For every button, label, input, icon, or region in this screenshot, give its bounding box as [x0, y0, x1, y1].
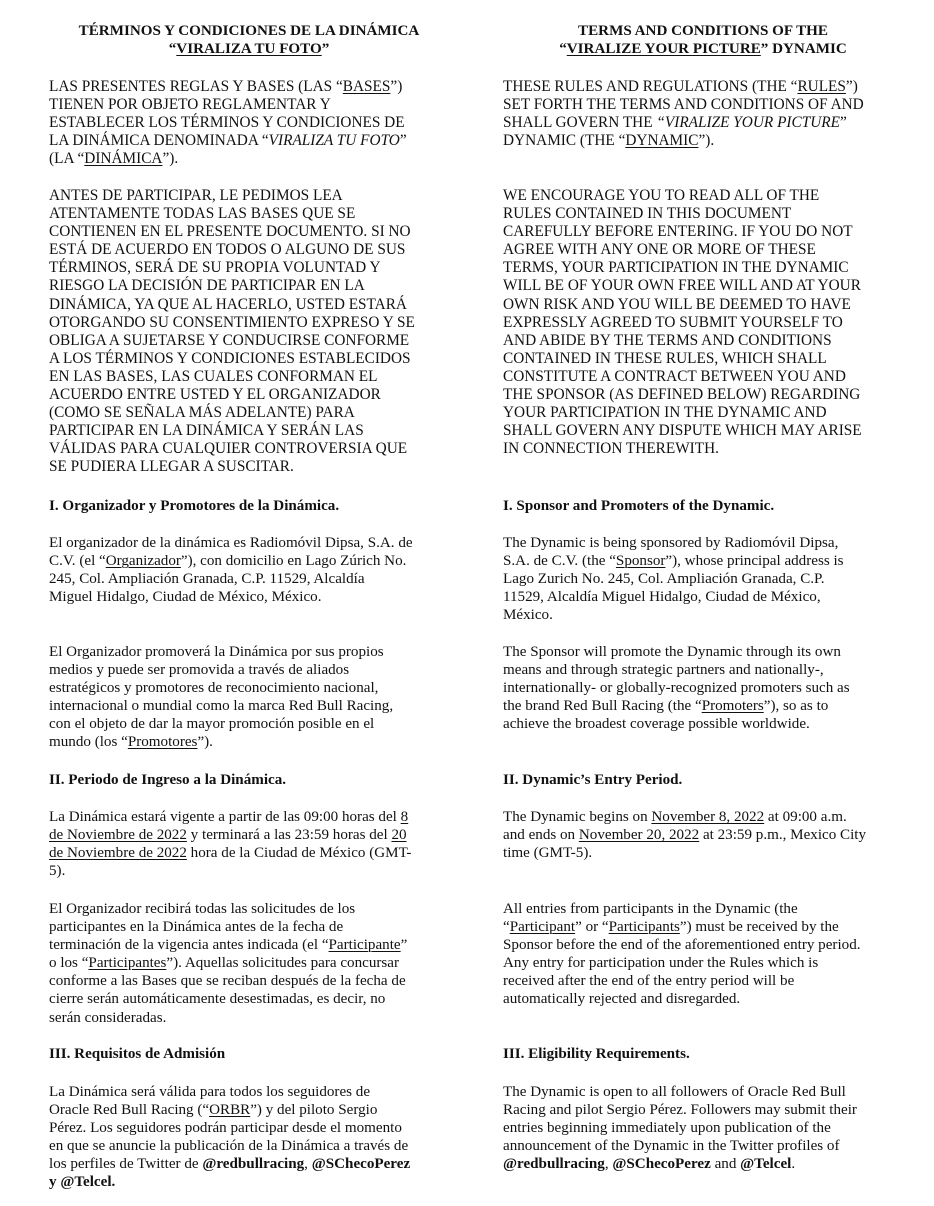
text-line — [49, 241, 449, 259]
text-line — [503, 241, 903, 259]
text-segment: Oracle Red Bull Racing (“ — [49, 1102, 210, 1119]
defined-term: 8 — [400, 809, 409, 825]
text-segment: AND ABIDE BY THE TERMS AND CONDITIONS — [503, 331, 832, 349]
text-segment: automatically rejected and disregarded. — [503, 991, 741, 1008]
defined-term: Promotores — [127, 734, 198, 751]
text-line — [49, 990, 449, 1008]
text-segment: entries beginning immediately upon publication of the — [503, 1120, 831, 1137]
defined-term: Participants — [608, 919, 680, 936]
text-segment: means and through strategic partners and nationally-, — [503, 662, 824, 679]
text-line — [49, 259, 449, 277]
english-section3-heading: III. Eligibility Requirements. — [503, 1046, 690, 1062]
defined-term: RULES — [797, 78, 846, 95]
text-segment: estratégicos y promotores de reconocimiento nacional, — [49, 680, 379, 697]
text-segment: WE ENCOURAGE YOU TO READ ALL OF THE — [503, 187, 820, 204]
text-line — [49, 314, 449, 332]
english-title — [503, 22, 903, 58]
text-line — [503, 844, 903, 862]
text-segment: ANTES DE PARTICIPAR, LE PEDIMOS LEA — [49, 187, 343, 204]
text-segment: A LOS TÉRMINOS Y CONDICIONES ESTABLECIDOS — [49, 349, 411, 367]
text-segment: EXPRESSLY AGREED TO SUBMIT YOURSELF TO — [503, 313, 843, 331]
text-line — [49, 368, 449, 386]
text-segment: en que se anuncie la publicación de la Dinámica a través de — [49, 1138, 409, 1155]
text-segment: and — [710, 1156, 741, 1173]
text-line — [49, 205, 449, 223]
text-line — [503, 114, 903, 132]
text-line — [49, 350, 449, 368]
defined-term: de Noviembre de 2022 — [49, 845, 187, 862]
text-segment: C.V. (el “ — [49, 553, 106, 570]
text-line — [503, 954, 903, 972]
text-line — [503, 918, 903, 936]
defined-term: Organizador — [105, 553, 181, 570]
text-segment: OTORGANDO SU CONSENTIMIENTO EXPRESO Y SE — [49, 313, 415, 331]
text-segment: TÉRMINOS, SERÁ DE SU PROPIA VOLUNTAD Y — [49, 259, 381, 277]
spanish-section3-heading: III. Requisitos de Admisión — [49, 1046, 226, 1062]
defined-term: DINÁMICA — [84, 150, 163, 168]
text-line — [49, 900, 449, 918]
text-segment: LA DINÁMICA DENOMINADA “ — [49, 132, 269, 150]
text-segment: 245, Col. Ampliación Granada, C.P. 11529, Alcaldía — [49, 571, 365, 588]
italic-text: “VIRALIZE YOUR PICTURE — [656, 114, 840, 132]
text-segment: ACUERDO ENTRE USTED Y EL ORGANIZADOR — [49, 386, 381, 404]
text-segment: cierre serán automáticamente desestimadas, es decir, no — [49, 991, 386, 1008]
text-segment: CAREFULLY BEFORE ENTERING. IF YOU DO NOT — [503, 223, 853, 241]
text-line — [503, 936, 903, 954]
text-line — [503, 350, 903, 368]
text-segment: Any entry for participation under the Rules which is — [503, 955, 819, 972]
bold-text: y @Telcel. — [49, 1174, 116, 1191]
defined-term: Participantes — [88, 955, 167, 972]
text-segment: IN CONNECTION THEREWITH. — [503, 440, 719, 458]
text-line — [49, 422, 449, 440]
text-line — [503, 1137, 903, 1155]
text-line — [503, 277, 903, 295]
text-segment: “ — [503, 919, 510, 936]
italic-text: VIRALIZA TU FOTO — [268, 132, 400, 150]
text-segment: con el objeto de dar la mayor promoción posible en el — [49, 716, 375, 733]
text-segment: 11529, Alcaldía Miguel Hidalgo, Ciudad de México, — [503, 589, 821, 606]
text-line — [49, 862, 449, 880]
text-line — [503, 534, 903, 552]
text-line — [49, 534, 449, 552]
english-section2-paragraph2 — [503, 900, 903, 1009]
text-line — [503, 205, 903, 223]
bold-text: @redbullracing — [503, 1156, 605, 1173]
english-warning-paragraph — [503, 187, 903, 458]
text-line — [49, 96, 449, 114]
text-segment: CONTAINED IN THESE RULES, WHICH SHALL — [503, 349, 827, 367]
text-segment: RULES CONTAINED IN THIS DOCUMENT — [503, 205, 792, 223]
text-segment: conforme a las Bases que se reciban después de la fecha de — [49, 973, 406, 990]
spanish-section1-heading: I. Organizador y Promotores de la Dinámica. — [49, 498, 340, 514]
text-segment: CONSTITUTE A CONTRACT BETWEEN YOU AND — [503, 367, 846, 385]
text-segment: ESTABLECER LOS TÉRMINOS Y CONDICIONES DE — [49, 114, 405, 132]
text-line — [503, 187, 903, 205]
text-line — [503, 552, 903, 570]
text-segment: time (GMT-5). — [503, 845, 593, 862]
text-segment: RIESGO LA DECISIÓN DE PARTICIPAR EN LA — [49, 277, 365, 295]
text-segment: DYNAMIC (THE “ — [503, 132, 626, 150]
text-segment: La Dinámica será válida para todos los seguidores de — [49, 1084, 371, 1100]
text-line — [503, 588, 903, 606]
defined-term: Promoters — [701, 698, 764, 715]
text-segment: ATENTAMENTE TODAS LAS BASES QUE SE — [49, 205, 356, 223]
text-segment: Sponsor before the end of the aforementioned entry period. — [503, 937, 861, 954]
text-segment: ” — [321, 41, 330, 58]
text-line — [49, 661, 449, 679]
text-segment: The Sponsor will promote the Dynamic through its own — [503, 644, 841, 660]
text-segment: El Organizador recibirá todas las solicitudes de los — [49, 901, 356, 917]
text-line — [503, 40, 903, 58]
english-section2-paragraph1 — [503, 808, 903, 862]
text-line — [503, 422, 903, 440]
text-segment: mundo (los “ — [49, 734, 128, 751]
text-line — [49, 1083, 449, 1101]
text-segment: , — [304, 1156, 312, 1173]
text-segment: ”) must be received by the — [679, 919, 839, 936]
text-line — [49, 1173, 449, 1191]
text-segment: 5). — [49, 863, 66, 880]
text-segment: ” or “ — [575, 919, 609, 936]
defined-term: Participante — [328, 937, 401, 954]
text-line — [503, 368, 903, 386]
text-segment: The Dynamic begins on — [503, 809, 652, 825]
text-segment: ”). — [197, 734, 213, 751]
text-segment: internacional o mundial como la marca Red Bull Racing, — [49, 698, 394, 715]
text-line — [503, 259, 903, 277]
text-line — [49, 552, 449, 570]
text-segment: achieve the broadest coverage possible worldwide. — [503, 716, 810, 733]
text-segment: TÉRMINOS Y CONDICIONES DE LA DINÁMICA — [78, 23, 420, 39]
text-line — [49, 132, 449, 150]
text-segment: ESTÁ DE ACUERDO EN TODOS O ALGUNO DE SUS — [49, 241, 406, 259]
text-line — [49, 808, 449, 826]
text-segment: THESE RULES AND REGULATIONS (THE “ — [503, 78, 798, 95]
text-line — [49, 570, 449, 588]
text-segment: SET FORTH THE TERMS AND CONDITIONS OF AND — [503, 96, 864, 114]
text-line — [49, 277, 449, 295]
text-segment: TERMS AND CONDITIONS OF THE — [578, 23, 828, 39]
text-segment: SHALL GOVERN ANY DISPUTE WHICH MAY ARISE — [503, 422, 862, 440]
text-line — [503, 96, 903, 114]
text-segment: announcement of the Dynamic in the Twitter profiles of — [503, 1138, 840, 1155]
text-line — [49, 643, 449, 661]
text-line — [49, 679, 449, 697]
text-segment: TERMS, YOUR PARTICIPATION IN THE DYNAMIC — [503, 259, 849, 277]
text-line — [49, 114, 449, 132]
text-line — [503, 223, 903, 241]
text-line — [49, 1101, 449, 1119]
text-line — [49, 733, 449, 751]
text-line — [49, 404, 449, 422]
text-line — [503, 972, 903, 990]
text-segment: received after the end of the entry period will be — [503, 973, 795, 990]
text-line — [49, 918, 449, 936]
text-line — [503, 661, 903, 679]
text-segment: S.A. de C.V. (the “ — [503, 553, 616, 570]
text-line — [503, 22, 903, 40]
text-segment: AGREE WITH ANY ONE OR MORE OF THESE — [503, 241, 816, 259]
text-line — [49, 458, 449, 476]
text-segment: Miguel Hidalgo, Ciudad de México, México. — [49, 589, 322, 606]
english-section1-paragraph1 — [503, 534, 903, 624]
text-line — [503, 132, 903, 150]
text-segment: EN LAS BASES, LAS CUALES CONFORMAN EL — [49, 367, 378, 385]
text-line — [49, 1155, 449, 1173]
text-segment: , — [604, 1156, 613, 1173]
text-segment: Lago Zurich No. 245, Col. Ampliación Granada, C.P. — [503, 571, 825, 588]
text-line — [503, 1119, 903, 1137]
text-segment: El Organizador promoverá la Dinámica por sus propios — [49, 644, 384, 660]
english-intro-paragraph — [503, 78, 903, 150]
text-segment: OBLIGA A SUJETARSE Y CONDUCIRSE CONFORME — [49, 331, 410, 349]
text-line — [49, 296, 449, 314]
spanish-section2-paragraph1 — [49, 808, 449, 880]
text-line — [49, 588, 449, 606]
text-segment: OWN RISK AND YOU WILL BE DEEMED TO HAVE — [503, 295, 851, 313]
text-line — [503, 679, 903, 697]
text-segment: VÁLIDAS PARA CUALQUIER CONTROVERSIA QUE — [49, 440, 408, 458]
spanish-section1-paragraph1 — [49, 534, 449, 606]
text-segment: hora de la Ciudad de México (GMT- — [186, 845, 412, 862]
bold-text: @SChecoPerez — [612, 1156, 711, 1173]
text-line — [49, 954, 449, 972]
defined-term: VIRALIZA TU FOTO — [176, 41, 322, 58]
text-line — [503, 808, 903, 826]
text-segment: WILL BE OF YOUR OWN FREE WILL AND AT YOUR — [503, 277, 861, 295]
spanish-section2-heading: II. Periodo de Ingreso a la Dinámica. — [49, 772, 287, 788]
text-segment: ” — [399, 132, 407, 150]
text-line — [503, 386, 903, 404]
text-segment: ”), con domicilio en Lago Zúrich No. — [180, 553, 407, 570]
text-segment: Pérez. Los seguidores podrán participar desde el momento — [49, 1120, 402, 1137]
english-section1-heading: I. Sponsor and Promoters of the Dynamic. — [503, 498, 775, 514]
text-segment: “ — [559, 41, 567, 58]
text-line — [503, 643, 903, 661]
text-segment: The Dynamic is being sponsored by Radiomóvil Dipsa, — [503, 535, 839, 551]
text-segment: serán consideradas. — [49, 1009, 167, 1026]
text-segment: México. — [503, 607, 553, 624]
text-segment: ”) — [390, 78, 403, 95]
text-segment: ”). — [698, 132, 715, 150]
text-segment: internationally- or globally-recognized promoters such as — [503, 680, 850, 697]
text-segment: LAS PRESENTES REGLAS Y BASES (LAS “ — [49, 78, 343, 95]
text-segment: ” DYNAMIC — [760, 41, 847, 58]
text-segment: PARTICIPAR EN LA DINÁMICA Y SERÁN LAS — [49, 422, 364, 440]
text-line — [503, 606, 903, 624]
defined-term: BASES — [342, 78, 391, 95]
spanish-intro-paragraph — [49, 78, 449, 168]
text-line — [503, 1155, 903, 1173]
text-segment: medios y puede ser promovida a través de aliados — [49, 662, 350, 679]
text-segment: Racing and pilot Sergio Pérez. Followers may submit their — [503, 1102, 857, 1119]
defined-term: November 20, 2022 — [578, 827, 700, 844]
defined-term: ORBR — [209, 1102, 251, 1119]
text-segment: ” — [839, 114, 847, 132]
text-segment: y terminará a las 23:59 horas del — [186, 827, 392, 844]
defined-term: de Noviembre de 2022 — [49, 827, 187, 844]
bold-text: @redbullracing — [202, 1156, 305, 1173]
text-line — [503, 440, 903, 458]
text-segment: La Dinámica estará vigente a partir de las 09:00 horas del — [49, 809, 401, 825]
text-line — [49, 1137, 449, 1155]
text-segment: THE SPONSOR (AS DEFINED BELOW) REGARDING — [503, 386, 861, 404]
bold-text: @SChecoPerez — [311, 1156, 411, 1173]
text-line — [503, 1101, 903, 1119]
text-line — [49, 826, 449, 844]
text-line — [503, 826, 903, 844]
text-line — [49, 78, 449, 96]
text-line — [49, 150, 449, 168]
spanish-title — [49, 22, 449, 58]
text-line — [503, 990, 903, 1008]
text-line — [49, 715, 449, 733]
text-segment: ”), whose principal address is — [665, 553, 844, 570]
text-line — [49, 936, 449, 954]
defined-term: DYNAMIC — [625, 132, 699, 150]
text-segment: ”). Aquellas solicitudes para concursar — [166, 955, 400, 972]
text-line — [49, 386, 449, 404]
defined-term: November 8, 2022 — [651, 809, 765, 825]
text-segment: ” — [400, 937, 408, 954]
spanish-section2-paragraph2 — [49, 900, 449, 1027]
text-line — [49, 697, 449, 715]
text-segment: ”) y del piloto Sergio — [250, 1102, 378, 1119]
text-segment: ”), so as to — [763, 698, 829, 715]
defined-term: Participant — [509, 919, 576, 936]
text-segment: participantes en la Dinámica antes de la fecha de — [49, 919, 344, 936]
text-segment: the brand Red Bull Racing (the “ — [503, 698, 702, 715]
bold-text: @Telcel — [740, 1156, 792, 1173]
text-line — [49, 40, 449, 58]
text-segment: ”). — [162, 150, 179, 168]
text-segment: . — [791, 1156, 796, 1173]
text-segment: and ends on — [503, 827, 579, 844]
text-segment: (COMO SE SEÑALA MÁS ADELANTE) PARA — [49, 404, 355, 422]
text-line — [49, 1009, 449, 1027]
english-section2-heading: II. Dynamic’s Entry Period. — [503, 772, 683, 788]
english-section3-paragraph1 — [503, 1083, 903, 1173]
text-segment: El organizador de la dinámica es Radiomóvil Dipsa, S.A. de — [49, 535, 413, 551]
spanish-warning-paragraph — [49, 187, 449, 477]
text-line — [503, 900, 903, 918]
text-segment: All entries from participants in the Dynamic (the — [503, 901, 798, 917]
text-segment: at 09:00 a.m. — [764, 809, 847, 825]
text-segment: o los “ — [49, 955, 89, 972]
text-line — [49, 187, 449, 205]
defined-term: Sponsor — [615, 553, 666, 570]
text-line — [503, 296, 903, 314]
defined-term: 20 — [391, 827, 407, 844]
spanish-section3-paragraph1 — [49, 1083, 449, 1192]
text-line — [49, 440, 449, 458]
text-line — [503, 570, 903, 588]
defined-term: VIRALIZE YOUR PICTURE — [566, 41, 761, 58]
text-segment: DINÁMICA, YA QUE AL HACERLO, USTED ESTARÁ — [49, 295, 407, 313]
text-line — [49, 972, 449, 990]
text-segment: (LA “ — [49, 150, 85, 168]
text-line — [503, 697, 903, 715]
text-segment: SE PUDIERA LLEGAR A SUSCITAR. — [49, 458, 294, 476]
text-line — [503, 332, 903, 350]
text-line — [49, 1119, 449, 1137]
text-line — [49, 844, 449, 862]
text-segment: los perfiles de Twitter de — [49, 1156, 203, 1173]
text-line — [503, 1083, 903, 1101]
text-segment: at 23:59 p.m., Mexico City — [699, 827, 867, 844]
text-line — [503, 715, 903, 733]
text-segment: “ — [168, 41, 177, 58]
text-line — [49, 223, 449, 241]
text-line — [503, 314, 903, 332]
text-segment: SHALL GOVERN THE — [503, 114, 657, 132]
text-segment: The Dynamic is open to all followers of Oracle Red Bull — [503, 1084, 846, 1100]
text-segment: YOUR PARTICIPATION IN THE DYNAMIC AND — [503, 404, 827, 422]
text-segment: ”) — [845, 78, 858, 95]
text-line — [503, 78, 903, 96]
spanish-section1-paragraph2 — [49, 643, 449, 752]
text-line — [49, 332, 449, 350]
text-segment: terminación de la vigencia antes indicada (el “ — [49, 937, 329, 954]
text-segment: TIENEN POR OBJETO REGLAMENTAR Y — [49, 96, 331, 114]
text-segment: CONTIENEN EN EL PRESENTE DOCUMENTO. SI NO — [49, 223, 411, 241]
english-section1-paragraph2 — [503, 643, 903, 733]
text-line — [49, 22, 449, 40]
text-line — [503, 404, 903, 422]
